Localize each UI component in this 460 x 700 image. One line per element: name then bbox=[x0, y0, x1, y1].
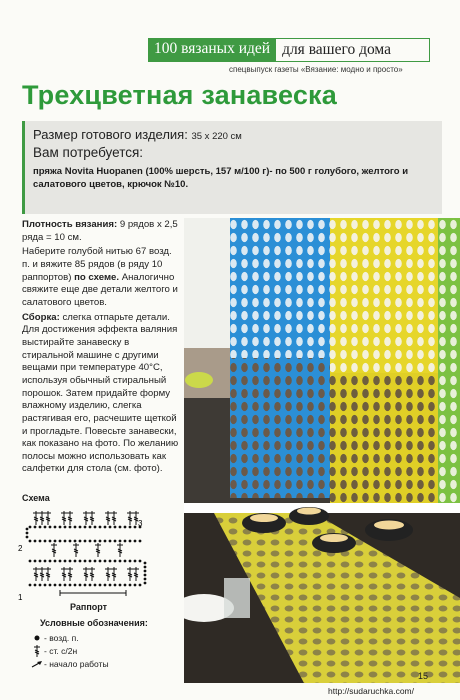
chain-stitch-mark bbox=[74, 584, 77, 587]
legend bbox=[30, 631, 109, 670]
chain-stitch-mark bbox=[139, 560, 142, 563]
header-series-title: 100 вязаных идей bbox=[148, 38, 276, 62]
chain-stitch-mark bbox=[59, 540, 62, 543]
instructions-text bbox=[22, 219, 182, 478]
legend-item-label: - возд. п. bbox=[44, 632, 79, 643]
info-box bbox=[22, 121, 442, 214]
size-row bbox=[33, 127, 434, 142]
header-subtitle: спецвыпуск газеты «Вязание: модно и просто» bbox=[229, 65, 403, 74]
chain-stitch-mark bbox=[44, 540, 47, 543]
chain-stitch-mark bbox=[139, 584, 142, 587]
chain-stitch-mark bbox=[29, 540, 32, 543]
chain-stitch-mark bbox=[59, 526, 62, 529]
chain-stitch-mark bbox=[109, 560, 112, 563]
chain-stitch-mark bbox=[39, 560, 42, 563]
chain-stitch-mark bbox=[79, 540, 82, 543]
chain-stitch-mark bbox=[29, 526, 32, 529]
chain-stitch-mark bbox=[144, 566, 147, 569]
chain-stitch-mark bbox=[134, 540, 137, 543]
schema-row-1-label: 1 bbox=[18, 593, 23, 602]
chain-stitch-mark bbox=[124, 526, 127, 529]
chain-stitch-mark bbox=[109, 526, 112, 529]
size-label: Размер готового изделия: bbox=[33, 127, 188, 142]
chain-stitch-mark bbox=[49, 560, 52, 563]
header-section-title: для вашего дома bbox=[276, 38, 430, 62]
chain-stitch-mark bbox=[29, 560, 32, 563]
repeat-text: Аналогично свяжите еще две детали желтого и салатового цветов. bbox=[22, 271, 178, 308]
chain-stitch-mark bbox=[129, 584, 132, 587]
chain-stitch-mark bbox=[69, 540, 72, 543]
double-treble-stitch-icon bbox=[30, 645, 44, 657]
chain-stitch-mark bbox=[134, 526, 137, 529]
chain-stitch-mark bbox=[34, 540, 37, 543]
chain-stitch-mark bbox=[114, 584, 117, 587]
chain-stitch-mark bbox=[114, 540, 117, 543]
chain-stitch-mark bbox=[34, 526, 37, 529]
chain-stitch-mark bbox=[89, 560, 92, 563]
chain-stitch-mark bbox=[119, 540, 122, 543]
chain-stitch-mark bbox=[94, 540, 97, 543]
chain-stitch-mark bbox=[84, 540, 87, 543]
chain-stitch-mark bbox=[54, 584, 57, 587]
chain-stitch-icon bbox=[30, 635, 44, 641]
chain-stitch-mark bbox=[144, 578, 147, 581]
chain-stitch-mark bbox=[89, 526, 92, 529]
assembly-paragraph bbox=[22, 312, 182, 477]
chain-stitch-mark bbox=[84, 584, 87, 587]
chain-stitch-mark bbox=[84, 560, 87, 563]
legend-item-label: - начало работы bbox=[44, 658, 109, 669]
chain-stitch-mark bbox=[99, 526, 102, 529]
chain-stitch-mark bbox=[144, 582, 147, 585]
assembly-text: слегка отпарьте детали. Для достижения эффекта валяния выстирайте занавеску в стиральной машине с другими вещами при температуре 40°С, используя обычный стиральный порошок. Затем придайте форму влажному изделию, слегка растягивая его, расчешите щеткой и прогладьте. Повесьте занавески, как показано на фото. По желанию полосы можно использовать как салфетки для стола (см. фото). bbox=[22, 311, 179, 475]
chain-stitch-mark bbox=[34, 560, 37, 563]
schema-row-2-label: 2 bbox=[18, 544, 23, 553]
chain-stitch-mark bbox=[134, 584, 137, 587]
density-label: Плотность вязания: bbox=[22, 219, 118, 230]
chain-stitch-mark bbox=[44, 560, 47, 563]
chain-stitch-mark bbox=[49, 540, 52, 543]
chain-stitch-mark bbox=[59, 560, 62, 563]
legend-item-chain bbox=[30, 631, 109, 644]
chain-stitch-mark bbox=[99, 560, 102, 563]
chain-stitch-mark bbox=[104, 584, 107, 587]
chain-stitch-mark bbox=[104, 526, 107, 529]
chain-stitch-mark bbox=[114, 560, 117, 563]
chain-stitch-mark bbox=[104, 560, 107, 563]
chain-stitch-mark bbox=[109, 584, 112, 587]
header-band bbox=[148, 38, 430, 62]
chain-stitch-mark bbox=[64, 540, 67, 543]
chain-stitch-mark bbox=[124, 584, 127, 587]
chain-stitch-mark bbox=[64, 526, 67, 529]
density-value: 9 рядов х 2,5 ряда = 10 см. bbox=[22, 219, 178, 243]
chain-stitch-mark bbox=[49, 584, 52, 587]
chain-stitch-mark bbox=[69, 560, 72, 563]
chain-stitch-mark bbox=[26, 532, 29, 535]
watermark-url: http://sudaruchka.com/ bbox=[328, 686, 414, 696]
chain-stitch-mark bbox=[124, 540, 127, 543]
chain-stitch-mark bbox=[64, 584, 67, 587]
chain-stitch-mark bbox=[74, 560, 77, 563]
chain-stitch-mark bbox=[54, 540, 57, 543]
chain-stitch-mark bbox=[99, 584, 102, 587]
chain-stitch-mark bbox=[144, 562, 147, 565]
curtain-photo bbox=[184, 218, 460, 683]
schema-label: Схема bbox=[22, 493, 50, 503]
chain-stitch-mark bbox=[39, 526, 42, 529]
page-number: 15 bbox=[418, 671, 429, 681]
chain-stitch-mark bbox=[129, 540, 132, 543]
chain-stitch-mark bbox=[54, 526, 57, 529]
schema-row-3-label: 3 bbox=[138, 519, 143, 528]
chain-stitch-mark bbox=[144, 570, 147, 573]
chain-stitch-mark bbox=[99, 540, 102, 543]
scheme-reference: по схеме. bbox=[74, 271, 120, 283]
chain-stitch-mark bbox=[54, 560, 57, 563]
chain-stitch-mark bbox=[79, 560, 82, 563]
start-arrow-icon bbox=[30, 660, 44, 668]
assembly-label: Сборка: bbox=[22, 311, 60, 323]
cast-on-text: Наберите голубой нитью 67 возд. п. и вяжите 85 рядов (в ряду 10 раппортов) bbox=[22, 246, 172, 283]
chain-stitch-mark bbox=[119, 560, 122, 563]
chain-stitch-mark bbox=[49, 526, 52, 529]
chain-stitch-mark bbox=[59, 584, 62, 587]
chain-stitch-mark bbox=[94, 584, 97, 587]
materials-heading: Вам потребуется: bbox=[33, 145, 144, 160]
chain-stitch-mark bbox=[104, 540, 107, 543]
chain-stitch-mark bbox=[64, 560, 67, 563]
crochet-schema-diagram bbox=[14, 505, 174, 610]
rapport-label: Раппорт bbox=[70, 602, 108, 612]
chain-stitch-mark bbox=[69, 584, 72, 587]
chain-stitch-mark bbox=[119, 526, 122, 529]
chain-stitch-mark bbox=[26, 536, 29, 539]
chain-stitch-mark bbox=[26, 528, 29, 531]
chain-stitch-mark bbox=[109, 540, 112, 543]
chain-stitch-mark bbox=[39, 540, 42, 543]
page-title: Трехцветная занавеска bbox=[22, 80, 337, 110]
chain-stitch-mark bbox=[114, 526, 117, 529]
chain-stitch-mark bbox=[129, 526, 132, 529]
chain-stitch-mark bbox=[94, 560, 97, 563]
chain-stitch-mark bbox=[39, 584, 42, 587]
chain-stitch-mark bbox=[34, 584, 37, 587]
chain-stitch-mark bbox=[144, 574, 147, 577]
legend-item-double-treble bbox=[30, 644, 109, 657]
chain-stitch-mark bbox=[44, 526, 47, 529]
chain-stitch-mark bbox=[129, 560, 132, 563]
chain-stitch-mark bbox=[89, 540, 92, 543]
chain-stitch-mark bbox=[69, 526, 72, 529]
chain-stitch-mark bbox=[74, 526, 77, 529]
chain-stitch-mark bbox=[89, 584, 92, 587]
chain-stitch-mark bbox=[44, 584, 47, 587]
chain-stitch-mark bbox=[119, 584, 122, 587]
chain-stitch-mark bbox=[139, 540, 142, 543]
size-value: 35 x 220 см bbox=[191, 131, 242, 142]
chain-stitch-mark bbox=[79, 584, 82, 587]
yarn-description: пряжа Novita Huopanen (100% шерсть, 157 м/100 г)- по 500 г голубого, желтого и салатового цветов, крючок №10. bbox=[33, 166, 409, 190]
legend-item-label: - ст. с/2н bbox=[44, 645, 78, 656]
legend-title: Условные обозначения: bbox=[40, 618, 148, 628]
chain-stitch-mark bbox=[134, 560, 137, 563]
chain-stitch-mark bbox=[29, 584, 32, 587]
chain-stitch-mark bbox=[74, 540, 77, 543]
cast-on-paragraph bbox=[22, 246, 182, 309]
chain-stitch-mark bbox=[94, 526, 97, 529]
chain-stitch-mark bbox=[124, 560, 127, 563]
chain-stitch-mark bbox=[79, 526, 82, 529]
chain-stitch-mark bbox=[84, 526, 87, 529]
density-paragraph bbox=[22, 219, 182, 244]
legend-item-start bbox=[30, 657, 109, 670]
